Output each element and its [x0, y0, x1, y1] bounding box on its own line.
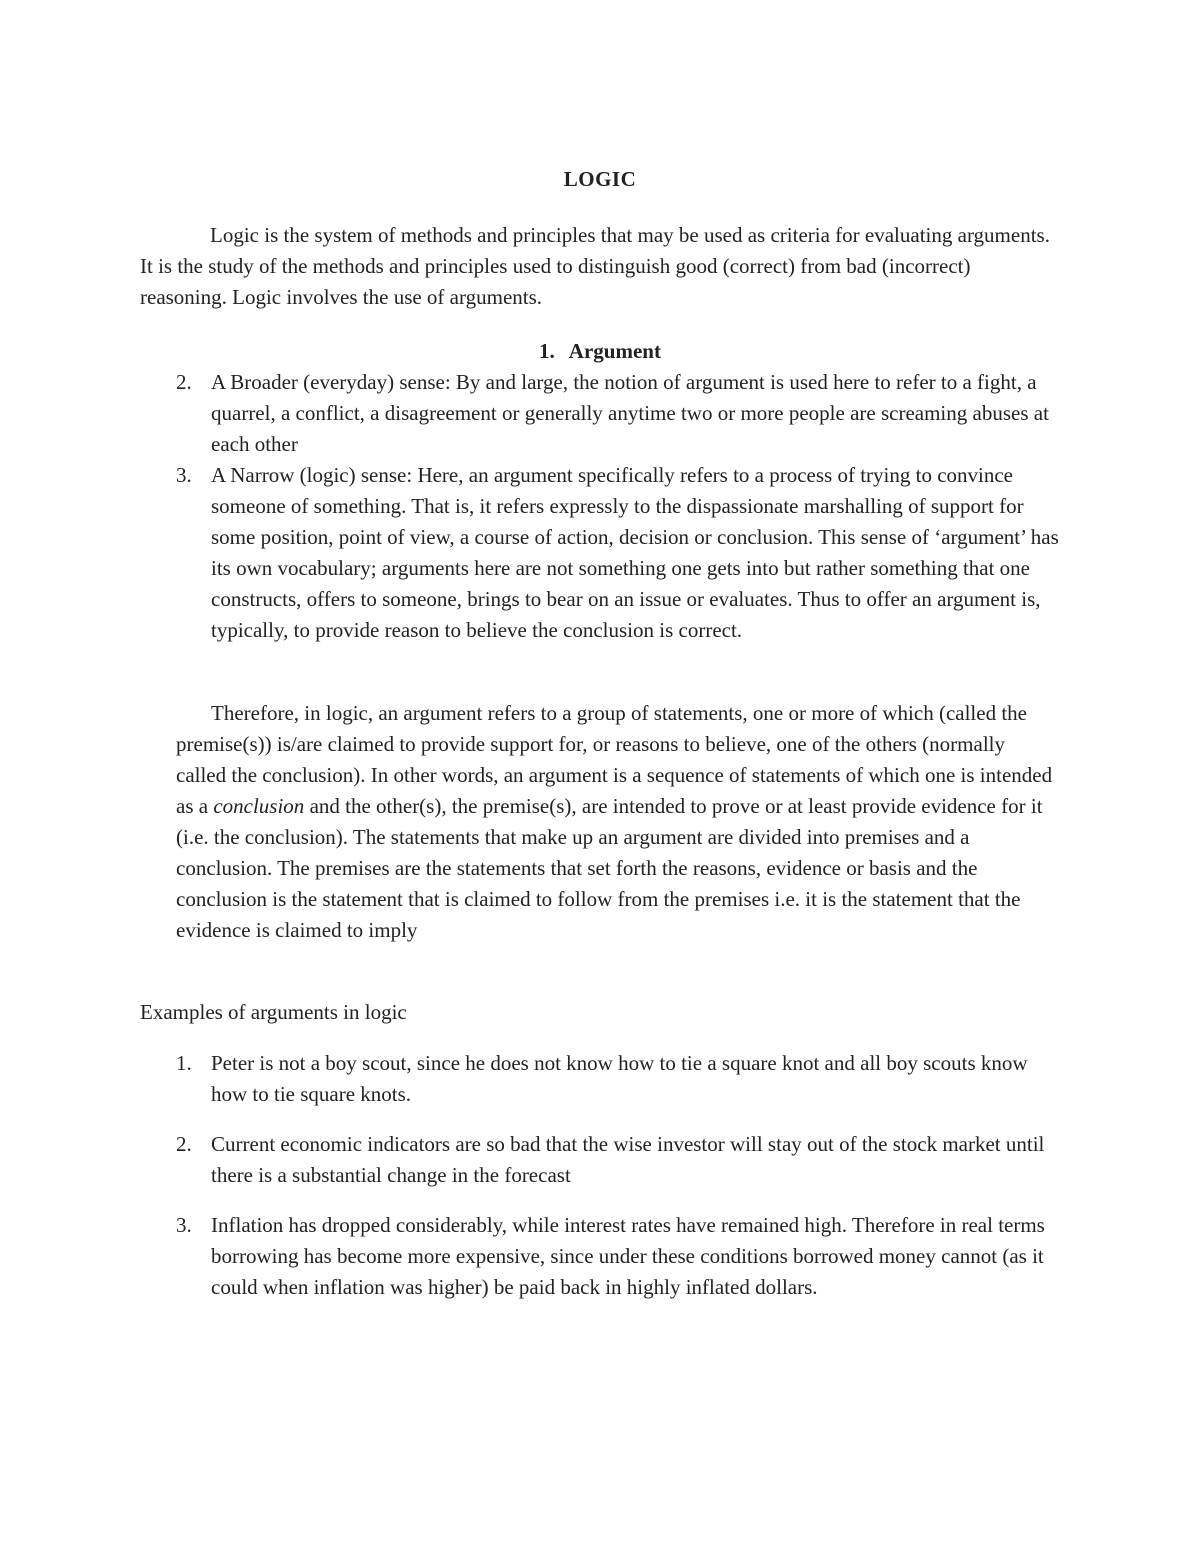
- list-item-text: Inflation has dropped considerably, while interest rates have remained high. Therefore in real terms borrowing has become more expensive, since under these conditions borrowed money cannot (as it could when inflation was higher) be paid back in highly inflated dollars.: [211, 1213, 1045, 1299]
- list-item-text: Peter is not a boy scout, since he does not know how to tie a square knot and all boy scouts know how to tie square knots.: [211, 1051, 1028, 1106]
- emphasis-conclusion: conclusion: [213, 794, 305, 818]
- section-heading-text: Argument: [568, 339, 661, 363]
- list-item-text: A Narrow (logic) sense: Here, an argument specifically refers to a process of trying to convince someone of something. That is, it refers expressly to the dispassionate marshalling of support for some position, point of view, a course of action, decision or conclusion. This sense of ‘argument’ has its own vocabulary; arguments here are not something one gets into but rather something that one constructs, offers to someone, brings to bear on an issue or evaluates. Thus to offer an argument is, typically, to provide reason to believe the conclusion is correct.: [211, 463, 1059, 642]
- list-item: [176, 367, 1060, 460]
- list-item: [176, 1048, 1060, 1110]
- list-item: [176, 1129, 1060, 1191]
- list-marker: 1.: [176, 1051, 192, 1075]
- list-marker: 3.: [176, 1213, 192, 1237]
- list-item-text: Current economic indicators are so bad that the wise investor will stay out of the stock market until there is a substantial change in the forecast: [211, 1132, 1045, 1187]
- therefore-text-after: and the other(s), the premise(s), are intended to prove or at least provide evidence for it (i.e. the conclusion). The statements that make up an argument are divided into premises and a conclusion. The premises are the statements that set forth the reasons, evidence or basis and the conclusion is the statement that is claimed to follow from the premises i.e. it is the statement that the evidence is claimed to imply: [176, 794, 1043, 942]
- document-title: LOGIC: [563, 167, 637, 191]
- examples-heading: Examples of arguments in logic: [140, 1000, 407, 1024]
- intro-paragraph: Logic is the system of methods and principles that may be used as criteria for evaluating arguments. It is the study of the methods and principles used to distinguish good (correct) from bad (incorrect) reasoning. Logic involves the use of arguments.: [140, 223, 1050, 309]
- list-item: [176, 460, 1060, 646]
- therefore-text-before: Therefore, in logic, an argument refers to a group of statements, one or more of which (called the premise(s)) is/are claimed to provide support for, or reasons to believe, one of the others (normally called the conclusion). In other words, an argument is a sequence of statements of which one is intended as a: [176, 701, 1053, 818]
- list-marker: 3.: [176, 463, 192, 487]
- list-marker: 2.: [176, 1132, 192, 1156]
- list-item-text: A Broader (everyday) sense: By and large, the notion of argument is used here to refer to a fight, a quarrel, a conflict, a disagreement or generally anytime two or more people are screaming abuses at each other: [211, 370, 1049, 456]
- section-heading: [0, 336, 1200, 367]
- list-marker: 2.: [176, 370, 192, 394]
- section-number: 1.: [539, 339, 555, 363]
- list-item: [176, 1210, 1060, 1303]
- therefore-paragraph: [176, 698, 1060, 946]
